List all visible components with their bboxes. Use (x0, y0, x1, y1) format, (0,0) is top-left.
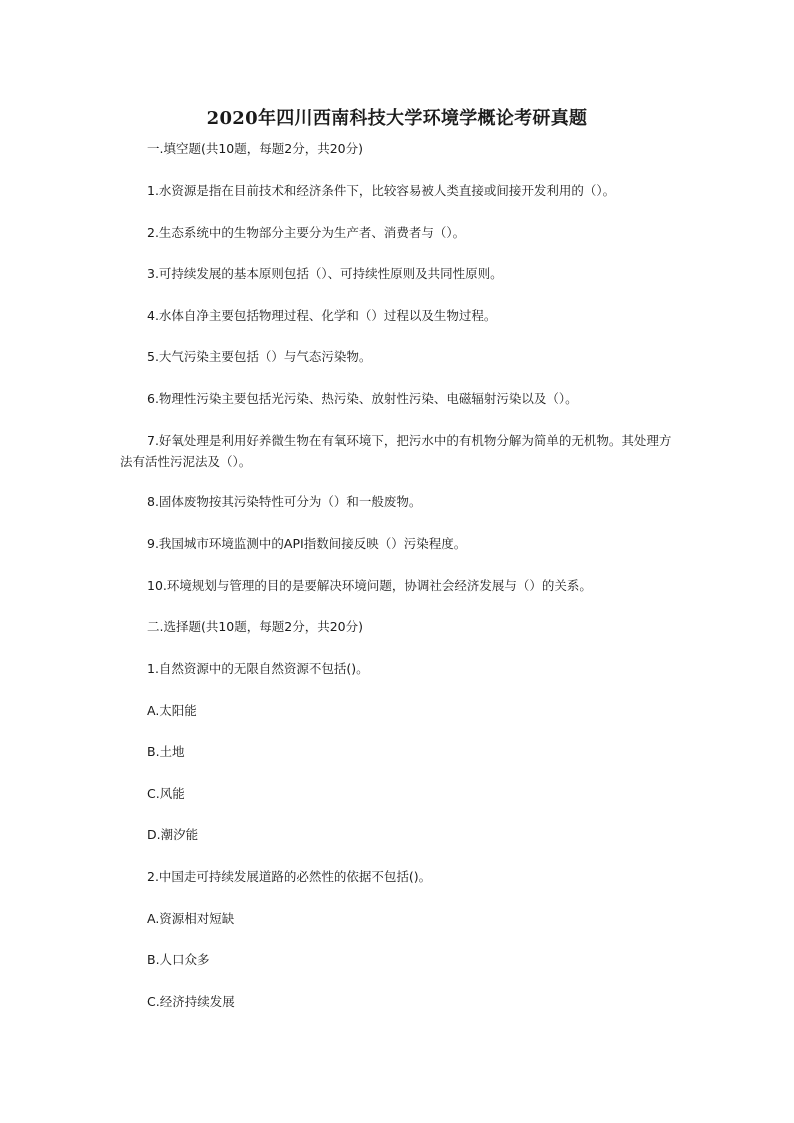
choice-option: B.土地 (147, 744, 185, 759)
section1-heading: 一.填空题(共10题，每题2分，共20分) (147, 141, 363, 156)
fill-question-9: 9.我国城市环境监测中的API指数间接反映（）污染程度。 (147, 536, 467, 551)
fill-question-2: 2.生态系统中的生物部分主要分为生产者、消费者与（）。 (147, 225, 466, 240)
choice-question-2: 2.中国走可持续发展道路的必然性的依据不包括()。 (147, 869, 432, 884)
fill-question-7: 7.好氧处理是利用好养微生物在有氧环境下，把污水中的有机物分解为简单的无机物。其处理方法有活性污泥法及（）。 (120, 433, 672, 469)
choice-option: C.经济持续发展 (147, 994, 235, 1009)
fill-question-1: 1.水资源是指在目前技术和经济条件下，比较容易被人类直接或间接开发利用的（）。 (147, 183, 616, 198)
fill-question-5: 5.大气污染主要包括（）与气态污染物。 (147, 349, 372, 364)
fill-question-3: 3.可持续发展的基本原则包括（）、可持续性原则及共同性原则。 (147, 266, 503, 281)
page-title: 2020年四川西南科技大学环境学概论考研真题 (206, 108, 588, 129)
choice-option: A.资源相对短缺 (147, 911, 235, 926)
choice-option: C.风能 (147, 786, 185, 801)
choice-option: B.人口众多 (147, 952, 210, 967)
fill-question-4: 4.水体自净主要包括物理过程、化学和（）过程以及生物过程。 (147, 308, 497, 323)
fill-question-10: 10.环境规划与管理的目的是要解决环境问题，协调社会经济发展与（）的关系。 (147, 578, 592, 593)
choice-option: D.潮汐能 (147, 827, 199, 842)
fill-question-8: 8.固体废物按其污染特性可分为（）和一般废物。 (147, 494, 422, 509)
choice-question-1: 1.自然资源中的无限自然资源不包括()。 (147, 661, 369, 676)
fill-question-6: 6.物理性污染主要包括光污染、热污染、放射性污染、电磁辐射污染以及（）。 (147, 391, 578, 406)
section2-heading: 二.选择题(共10题，每题2分，共20分) (147, 619, 363, 634)
choice-option: A.太阳能 (147, 703, 197, 718)
